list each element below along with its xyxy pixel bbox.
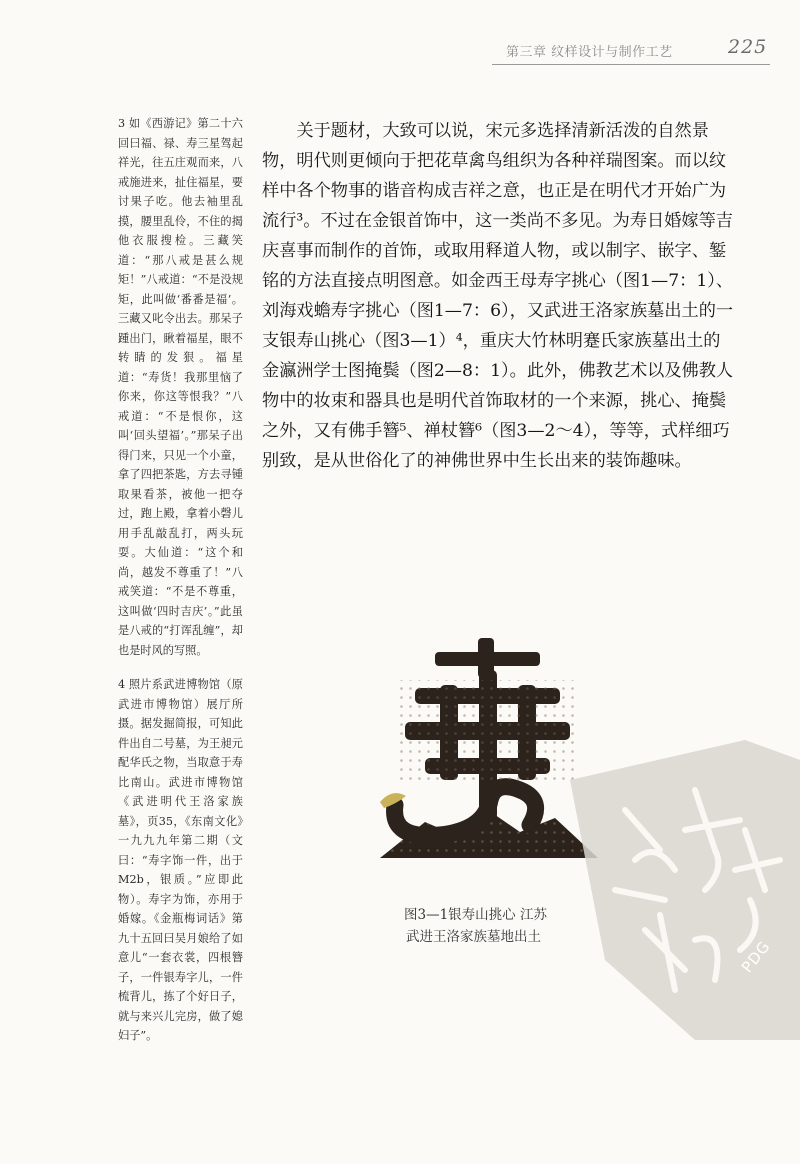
side-notes [118,114,243,1061]
caption-line-2: 武进王洛家族墓地出土 [406,929,541,945]
page-number: 225 [728,36,768,58]
footnote-4: 4 照片系武进博物馆（原武进市博物馆）展厅所摄。据发掘简报，可知此件出自二号墓，为王昶元配华氏之物，当取意于寿比南山。武进市博物馆《武进明代王洛家族墓》，页35，《东南文化》一九九九年第二期（文曰：“寿字饰一件，出于M2b，银质。”应即此物）。寿字为饰，亦用于婚嫁。《金瓶梅词话》第九十五回曰吴月娘给了如意儿“一套衣裳，四根簪子，一件银寿字儿，一件梳背儿，拣了个好日子，就与来兴儿完房，做了媳妇子”。 [118,678,243,1042]
chapter-header: 第三章 纹样设计与制作工艺 [506,45,673,60]
header-divider [492,64,770,65]
main-paragraph: 关于题材，大致可以说，宋元多选择清新活泼的自然景物，明代则更倾向于把花草禽鸟组织为各种祥瑞图案。而以纹样中各个物事的谐音构成吉祥之意，也正是在明代才开始广为流行³。不过在金银首饰中，这一类尚不多见。为寿日婚嫁等吉庆喜事而制作的首饰，或取用释道人物，或以制字、嵌字、錾铭的方法直接点明图意。如金西王母寿字挑心（图1—7：1）、刘海戏蟾寿字挑心（图1—7：6），又武进王洛家族墓出土的一支银寿山挑心（图3—1）⁴，重庆大竹林明蹇氏家族墓出土的金瀛洲学士图掩鬓（图2—8：1）。此外，佛教艺术以及佛教人物中的妆束和器具也是明代首饰取材的一个来源，挑心、掩鬓之外，又有佛手簪⁵、禅杖簪⁶（图3—2～4），等等，式样细巧别致，是从世俗化了的神佛世界中生长出来的装饰趣味。 [262,121,734,471]
footnote-3: 3 如《西游记》第二十六回曰福、禄、寿三星驾起祥光，往五庄观而来，八戒施进来，扯住福星，要讨果子吃。他去袖里乱摸，腰里乱伶，不住的揭他衣服搜检。三藏笑道：“那八戒是甚么规矩！”八戒道：“不是没规矩，此叫做‘番番是福’。三藏又叱令出去。那呆子踵出门，瞅着福星，眼不转睛的发狠。福星道：“寿货！我那里恼了你来，你这等恨我？”八戒道：“不是恨你，这叫‘回头望福’。”那呆子出得门来，只见一个小童，拿了四把茶匙，方去寻锺取果看茶，被他一把夺过，跑上殿，拿着小磬儿用手乱敲乱打，两头玩耍。大仙道：“这个和尚，越发不尊重了！”八戒笑道：“不是不尊重，这叫做‘四时吉庆’。”此虽是八戒的“打诨乱缠”，却也是时风的写照。 [118,117,243,657]
watermark-label: PDG [738,937,774,977]
caption-line-1: 图3—1银寿山挑心 江苏 [404,907,547,923]
pdg-watermark-seal [565,740,800,1040]
main-text-block [262,116,734,476]
